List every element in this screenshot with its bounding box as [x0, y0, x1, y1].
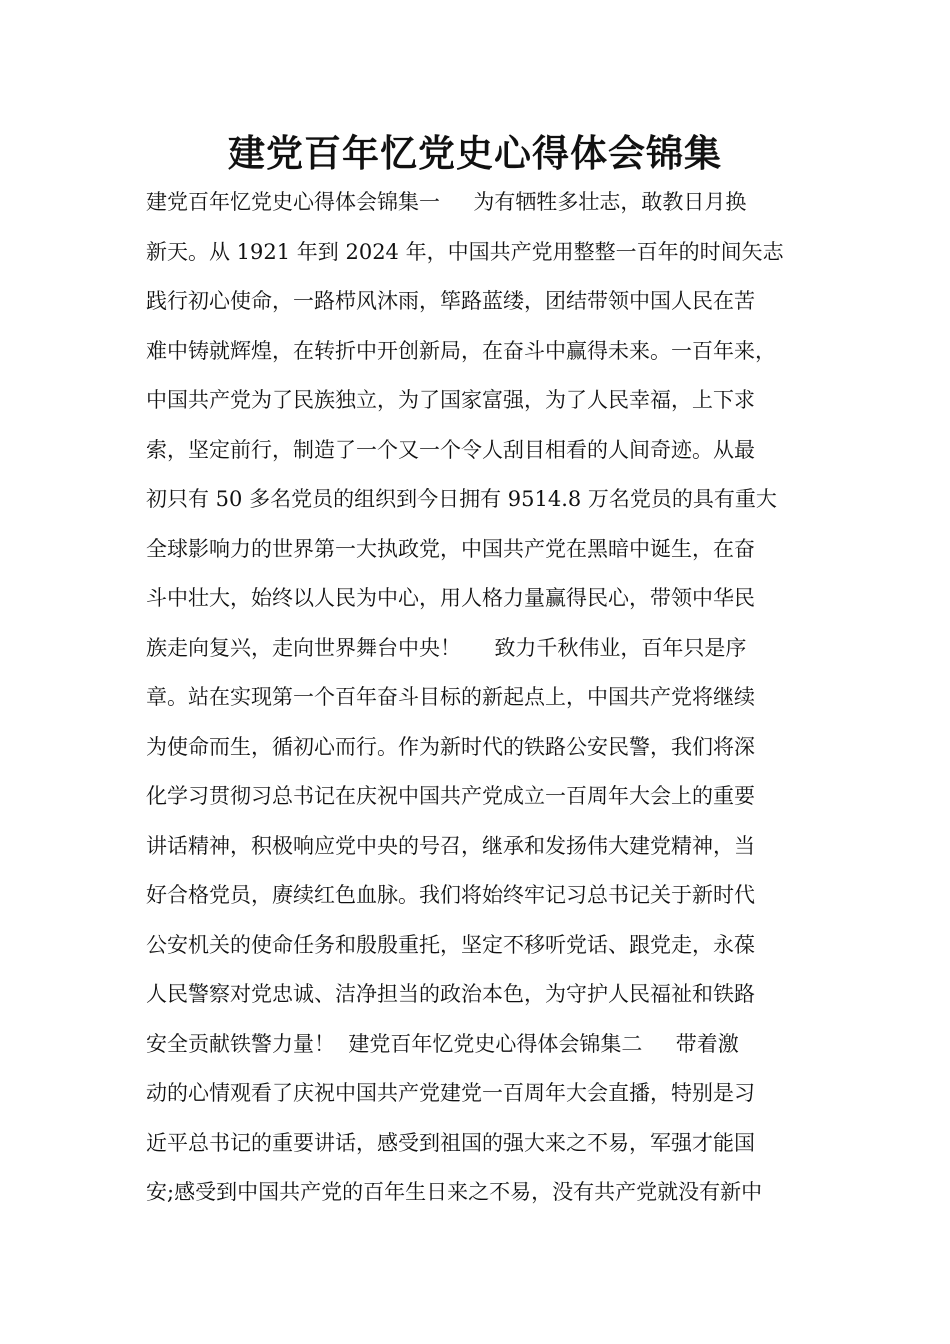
- body-line: 难中铸就辉煌，在转折中开创新局，在奋斗中赢得未来。一百年来，: [146, 338, 776, 363]
- body-line: 中国共产党为了民族独立，为了国家富强，为了人民幸福，上下求: [146, 388, 755, 412]
- body-line: 人民警察对党忠诚、洁净担当的政治本色，为守护人民福祉和铁路: [146, 982, 755, 1006]
- body-line: 好合格党员，赓续红色血脉。我们将始终牢记习总书记关于新时代: [146, 883, 755, 907]
- body-line: 近平总书记的重要讲话，感受到祖国的强大来之不易，军强才能国: [146, 1130, 755, 1155]
- body-line: 公安机关的使命任务和殷殷重托，坚定不移听党话、跟党走，永葆: [146, 932, 755, 957]
- body-line: 动的心情观看了庆祝中国共产党建党一百周年大会直播，特别是习: [146, 1081, 755, 1105]
- body-line: 化学习贯彻习总书记在庆祝中国共产党成立一百周年大会上的重要: [146, 784, 755, 808]
- body-line: 践行初心使命，一路栉风沐雨，筚路蓝缕，团结带领中国人民在苦: [146, 289, 755, 313]
- document-body: [146, 178, 826, 1218]
- body-line: 斗中壮大，始终以人民为中心，用人格力量赢得民心，带领中华民: [146, 586, 755, 610]
- body-line: 章。站在实现第一个百年奋斗目标的新起点上，中国共产党将继续: [146, 685, 755, 709]
- body-line: 安;感受到中国共产党的百年生日来之不易，没有共产党就没有新中: [146, 1180, 763, 1204]
- body-line: 安全贡献铁警力量！ 建党百年忆党史心得体会锦集二 带着激: [146, 1031, 739, 1056]
- body-line: 初只有 50 多名党员的组织到今日拥有 9514.8 万名党员的具有重大: [146, 487, 777, 511]
- body-line: 族走向复兴，走向世界舞台中央！ 致力千秋伟业，百年只是序: [146, 635, 747, 660]
- body-line: 讲话精神，积极响应党中央的号召，继承和发扬伟大建党精神，当: [146, 833, 755, 858]
- body-line: 新天。从 1921 年到 2024 年，中国共产党用整整一百年的时间矢志: [146, 239, 784, 264]
- document-title: 建党百年忆党史心得体会锦集: [228, 131, 722, 175]
- body-line: 建党百年忆党史心得体会锦集一 为有牺牲多壮志，敢教日月换: [146, 190, 747, 214]
- body-line: 全球影响力的世界第一大执政党，中国共产党在黑暗中诞生，在奋: [146, 536, 755, 561]
- body-line: 为使命而生，循初心而行。作为新时代的铁路公安民警，我们将深: [146, 734, 755, 759]
- body-line: 索，坚定前行，制造了一个又一个令人刮目相看的人间奇迹。从最: [146, 437, 755, 462]
